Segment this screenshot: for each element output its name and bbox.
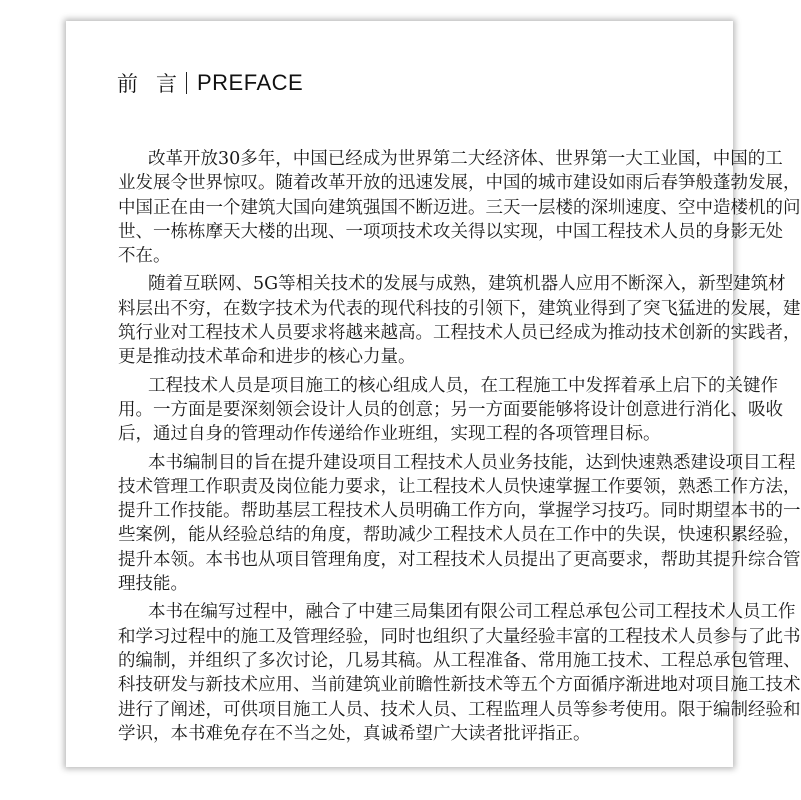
title-divider	[186, 72, 187, 94]
paragraph	[118, 600, 801, 746]
text-line: 筑行业对工程技术人员要求将越来越高。工程技术人员已经成为推动技术创新的实践者，	[118, 323, 801, 344]
title-cn-1: 前	[117, 72, 138, 96]
paragraph	[118, 147, 801, 268]
paragraph	[118, 451, 801, 597]
text-line: 本书编制目的旨在提升建设项目工程技术人员业务技能，达到快速熟悉建设项目工程	[148, 452, 796, 473]
paragraph	[118, 272, 801, 369]
page-title	[117, 70, 303, 96]
text-line: 后，通过自身的管理动作传递给作业班组，实现工程的各项管理目标。	[118, 424, 661, 445]
text-line: 的编制，并组织了多次讨论，几易其稿。从工程准备、常用施工技术、工程总承包管理、	[118, 650, 801, 671]
text-line: 理技能。	[118, 574, 188, 595]
text-line: 技术管理工作职责及岗位能力要求，让工程技术人员快速掌握工作要领，熟悉工作方法，	[118, 476, 801, 497]
text-line: 中国正在由一个建筑大国向建筑强国不断迈进。三天一层楼的深圳速度、空中造楼机的问	[118, 197, 801, 218]
text-line: 提升工作技能。帮助基层工程技术人员明确工作方向，掌握学习技巧。同时期望本书的一	[118, 501, 801, 522]
text-line: 业发展令世界惊叹。随着改革开放的迅速发展，中国的城市建设如雨后春笋般蓬勃发展，	[118, 173, 801, 194]
text-line: 不在。	[118, 246, 171, 267]
text-line: 本书在编写过程中，融合了中建三局集团有限公司工程总承包公司工程技术人员工作	[148, 602, 796, 623]
text-line: 工程技术人员是项目施工的核心组成人员，在工程施工中发挥着承上启下的关键作	[148, 375, 778, 396]
text-line: 提升本领。本书也从项目管理角度，对工程技术人员提出了更高要求，帮助其提升综合管	[118, 549, 801, 570]
paragraph	[118, 374, 783, 447]
text-line: 改革开放30多年，中国已经成为世界第二大经济体、世界第一大工业国，中国的工	[148, 149, 783, 169]
title-cn-2: 言	[156, 72, 177, 96]
text-line: 世、一栋栋摩天大楼的出现、一项项技术攻关得以实现，中国工程技术人员的身影无处	[118, 221, 783, 242]
text-line: 更是推动技术革命和进步的核心力量。	[118, 347, 416, 368]
title-en: PREFACE	[197, 70, 304, 95]
text-line: 学识，本书难免存在不当之处，真诚希望广大读者批评指正。	[118, 723, 591, 744]
text-line: 和学习过程中的施工及管理经验，同时也组织了大量经验丰富的工程技术人员参与了此书	[118, 626, 801, 647]
text-line: 随着互联网、5G等相关技术的发展与成熟，建筑机器人应用不断深入，新型建筑材	[148, 274, 786, 295]
text-line: 些案例，能从经验总结的角度，帮助减少工程技术人员在工作中的失误，快速积累经验，	[118, 525, 801, 546]
text-line: 科技研发与新技术应用、当前建筑业前瞻性新技术等五个方面循序渐进地对项目施工技术	[118, 675, 801, 696]
text-line: 用。一方面是要深刻领会设计人员的创意；另一方面要能够将设计创意进行消化、吸收	[118, 399, 783, 420]
text-line: 进行了阐述，可供项目施工人员、技术人员、工程监理人员等参考使用。限于编制经验和	[118, 699, 801, 720]
text-line: 料层出不穷，在数字技术为代表的现代科技的引领下，建筑业得到了突飞猛进的发展，建	[118, 298, 801, 319]
preface-body	[118, 147, 801, 746]
